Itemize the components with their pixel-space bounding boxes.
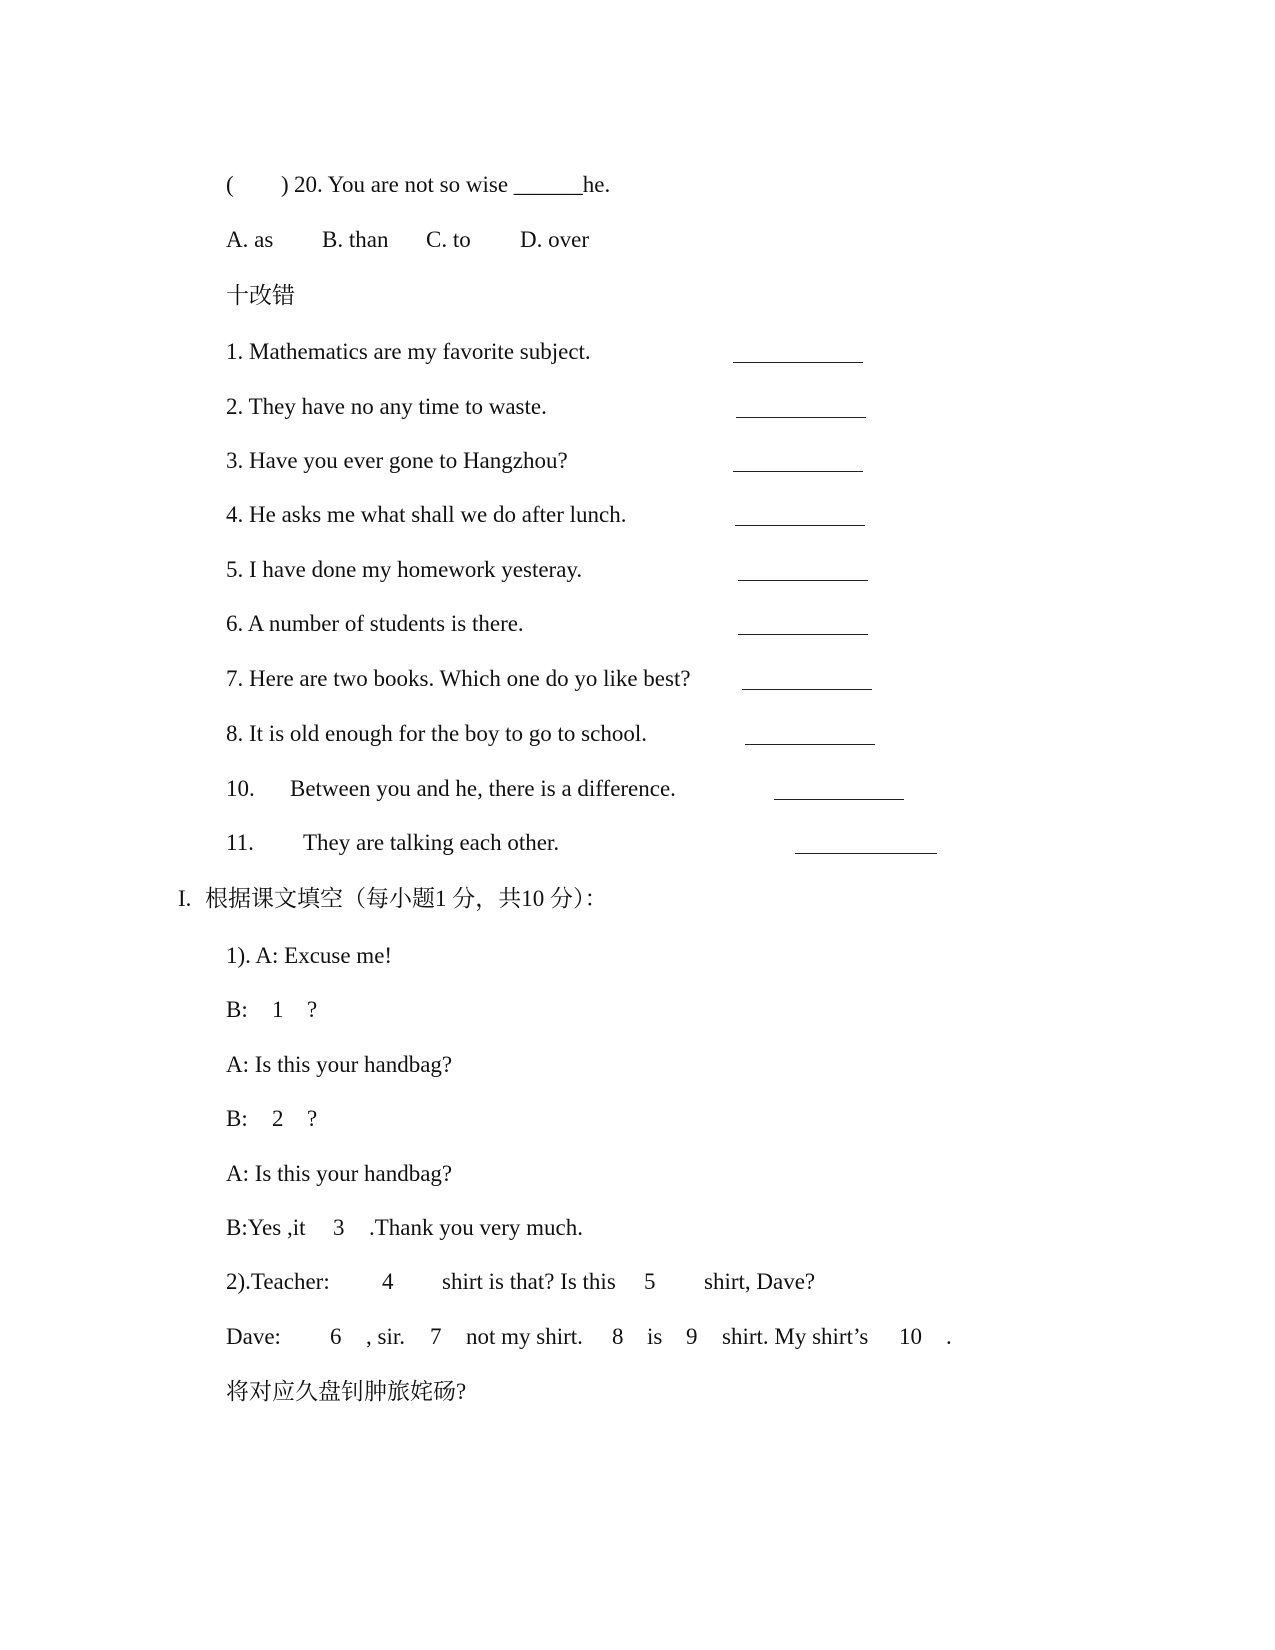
answer-blank-3[interactable] <box>733 471 863 472</box>
blank-number-7: 7 <box>430 1324 442 1349</box>
blank-number-6: 6 <box>330 1324 342 1349</box>
item-text: Between you and he, there is a difference. <box>290 776 676 801</box>
answer-blank-5[interactable] <box>738 580 868 581</box>
correction-item-8: 8. It is old enough for the boy to go to school. <box>226 721 647 746</box>
blank-number-8: 8 <box>612 1324 624 1349</box>
option-a: A. as <box>226 227 274 252</box>
blank-number-2: 2 <box>272 1106 284 1131</box>
b3-suffix: .Thank you very much. <box>369 1215 583 1240</box>
garbled-footer-text: 将对应久盘钊肿旅姹砀? <box>226 1379 467 1404</box>
dialog1-a3: A: Is this your handbag? <box>226 1161 453 1186</box>
dave-text-2: not my shirt. <box>466 1324 583 1349</box>
option-c: C. to <box>426 227 471 252</box>
answer-blank-10[interactable] <box>774 799 904 800</box>
question-text: 20. You are not so wise ______he. <box>294 172 611 197</box>
teacher-text-end: shirt, Dave? <box>704 1269 816 1294</box>
answer-blank-6[interactable] <box>738 634 868 635</box>
dave-label: Dave: <box>226 1324 281 1349</box>
option-d: D. over <box>520 227 589 252</box>
blank-number-1: 1 <box>272 997 284 1022</box>
option-b: B. than <box>322 227 389 252</box>
correction-item-4: 4. He asks me what shall we do after lunch. <box>226 502 627 527</box>
dave-text-5: . <box>946 1324 952 1349</box>
answer-blank-1[interactable] <box>733 362 863 363</box>
blank-number-5: 5 <box>644 1269 656 1294</box>
answer-blank-8[interactable] <box>745 744 875 745</box>
dave-text-1: , sir. <box>366 1324 405 1349</box>
blank-number-10: 10 <box>899 1324 922 1349</box>
b3-prefix: B:Yes ,it <box>226 1215 306 1240</box>
correction-item-5: 5. I have done my homework yesteray. <box>226 557 583 582</box>
blank-number-9: 9 <box>686 1324 698 1349</box>
question-mark: ? <box>307 1106 318 1131</box>
answer-paren-open: ( <box>226 172 234 197</box>
section-heading-correction: 十改错 <box>226 283 295 308</box>
item-number: 10. <box>226 776 255 801</box>
correction-item-1: 1. Mathematics are my favorite subject. <box>226 339 591 364</box>
blank-number-3: 3 <box>333 1215 345 1240</box>
section-title: 根据课文填空（每小题1 分，共10 分）： <box>205 886 608 911</box>
dialog1-a2: A: Is this your handbag? <box>226 1052 453 1077</box>
correction-item-3: 3. Have you ever gone to Hangzhou? <box>226 448 568 473</box>
correction-item-2: 2. They have no any time to waste. <box>226 394 547 419</box>
section-roman-numeral: I. <box>178 886 192 911</box>
dave-text-3: is <box>647 1324 663 1349</box>
answer-blank-7[interactable] <box>742 689 872 690</box>
question-mark: ? <box>307 997 318 1022</box>
item-text: They are talking each other. <box>303 830 560 855</box>
blank-number-4: 4 <box>382 1269 394 1294</box>
dave-text-4: shirt. My shirt’s <box>722 1324 869 1349</box>
speaker-b: B: <box>226 1106 248 1131</box>
answer-paren-close: ) <box>281 172 289 197</box>
correction-item-7: 7. Here are two books. Which one do yo like best? <box>226 666 691 691</box>
speaker-b: B: <box>226 997 248 1022</box>
answer-blank-2[interactable] <box>736 417 866 418</box>
teacher-label: 2).Teacher: <box>226 1269 330 1294</box>
item-number: 11. <box>226 830 254 855</box>
answer-blank-4[interactable] <box>735 525 865 526</box>
answer-blank-11[interactable] <box>795 853 937 854</box>
teacher-text-mid: shirt is that? Is this <box>442 1269 616 1294</box>
correction-item-6: 6. A number of students is there. <box>226 611 524 636</box>
dialog1-intro: 1). A: Excuse me! <box>226 943 393 968</box>
